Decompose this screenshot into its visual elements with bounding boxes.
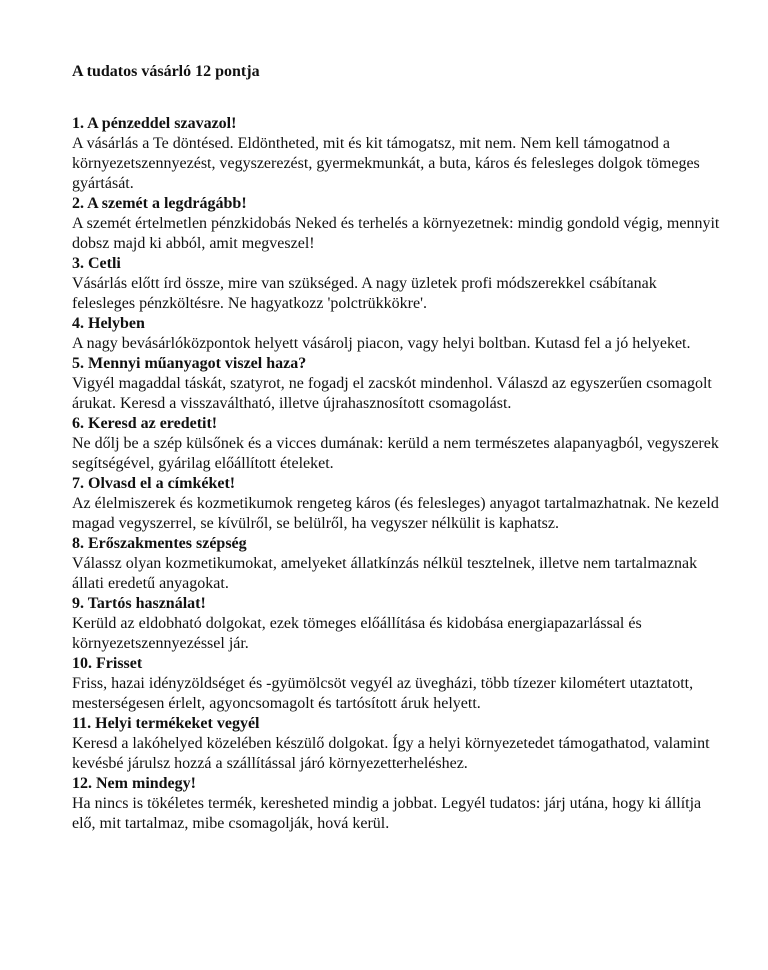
point-12	[72, 774, 722, 834]
point-heading: 11. Helyi termékeket vegyél	[72, 715, 260, 732]
point-11	[72, 714, 722, 774]
point-heading: 8. Erőszakmentes szépség	[72, 535, 247, 552]
point-text: A szemét értelmetlen pénzkidobás Neked és terhelés a környezetnek: mindig gondold végig, mennyit dobsz majd ki abból, amit megveszel!	[72, 215, 720, 252]
point-text: Vigyél magaddal táskát, szatyrot, ne fogadj el zacskót mindenhol. Válaszd az egyszerűen csomagolt árukat. Keresd a visszaváltható, illetve újrahasznosított csomagolást.	[72, 375, 712, 412]
point-9	[72, 594, 722, 654]
point-heading: 3. Cetli	[72, 255, 121, 272]
point-3	[72, 254, 722, 314]
point-1	[72, 114, 722, 194]
point-heading: 12. Nem mindegy!	[72, 775, 196, 792]
point-8	[72, 534, 722, 594]
point-heading: 10. Frisset	[72, 655, 143, 672]
point-text: A vásárlás a Te döntésed. Eldöntheted, mit és kit támogatsz, mit nem. Nem kell támogatnod a környezetszennyezést, vegyszerezést, gyermekmunkát, a buta, káros és felesleges dolgok tömeges gyártását.	[72, 135, 700, 192]
point-text: Vásárlás előtt írd össze, mire van szükséged. A nagy üzletek profi módszerekkel csábítanak felesleges pénzköltésre. Ne hagyatkozz 'polctrükkökre'.	[72, 275, 657, 312]
point-4	[72, 314, 722, 354]
point-text: Az élelmiszerek és kozmetikumok rengeteg káros (és felesleges) anyagot tartalmazhatnak. Ne kezeld magad vegyszerrel, se kívülről, se belülről, ha vegyszer nélkülit is kaphatsz.	[72, 495, 719, 532]
point-6	[72, 414, 722, 474]
point-heading: 7. Olvasd el a címkéket!	[72, 475, 236, 492]
point-text: Kerüld az eldobható dolgokat, ezek tömeges előállítása és kidobása energiapazarlással és környezetszennyezéssel jár.	[72, 615, 642, 652]
point-heading: 2. A szemét a legdrágább!	[72, 195, 247, 212]
document-page	[72, 62, 722, 834]
point-7	[72, 474, 722, 534]
point-heading: 9. Tartós használat!	[72, 595, 206, 612]
point-heading: 4. Helyben	[72, 315, 145, 332]
point-2	[72, 194, 722, 254]
point-text: Ne dőlj be a szép külsőnek és a vicces dumának: kerüld a nem természetes alapanyagból, vegyszerek segítségével, gyárilag előállított ételeket.	[72, 435, 719, 472]
point-text: Ha nincs is tökéletes termék, keresheted mindig a jobbat. Legyél tudatos: járj utána, hogy ki állítja elő, mit tartalmaz, mibe csomagolják, hová kerül.	[72, 795, 702, 832]
point-10	[72, 654, 722, 714]
point-heading: 6. Keresd az eredetit!	[72, 415, 218, 432]
document-title: A tudatos vásárló 12 pontja	[72, 63, 260, 80]
point-heading: 5. Mennyi műanyagot viszel haza?	[72, 355, 307, 372]
point-5	[72, 354, 722, 414]
point-text: A nagy bevásárlóközpontok helyett vásárolj piacon, vagy helyi boltban. Kutasd fel a jó helyeket.	[72, 335, 691, 352]
point-heading: 1. A pénzeddel szavazol!	[72, 115, 237, 132]
point-text: Válassz olyan kozmetikumokat, amelyeket állatkínzás nélkül tesztelnek, illetve nem tartalmaznak állati eredetű anyagokat.	[72, 555, 698, 592]
point-text: Friss, hazai idényzöldséget és -gyümölcsöt vegyél az üvegházi, több tízezer kilométert utaztatott, mesterségesen érlelt, agyoncsomagolt és tartósított áruk helyett.	[72, 675, 694, 712]
point-text: Keresd a lakóhelyed közelében készülő dolgokat. Így a helyi környezetedet támogathatod, valamint kevésbé járulsz hozzá a szállítással járó környezetterheléshez.	[72, 735, 710, 772]
